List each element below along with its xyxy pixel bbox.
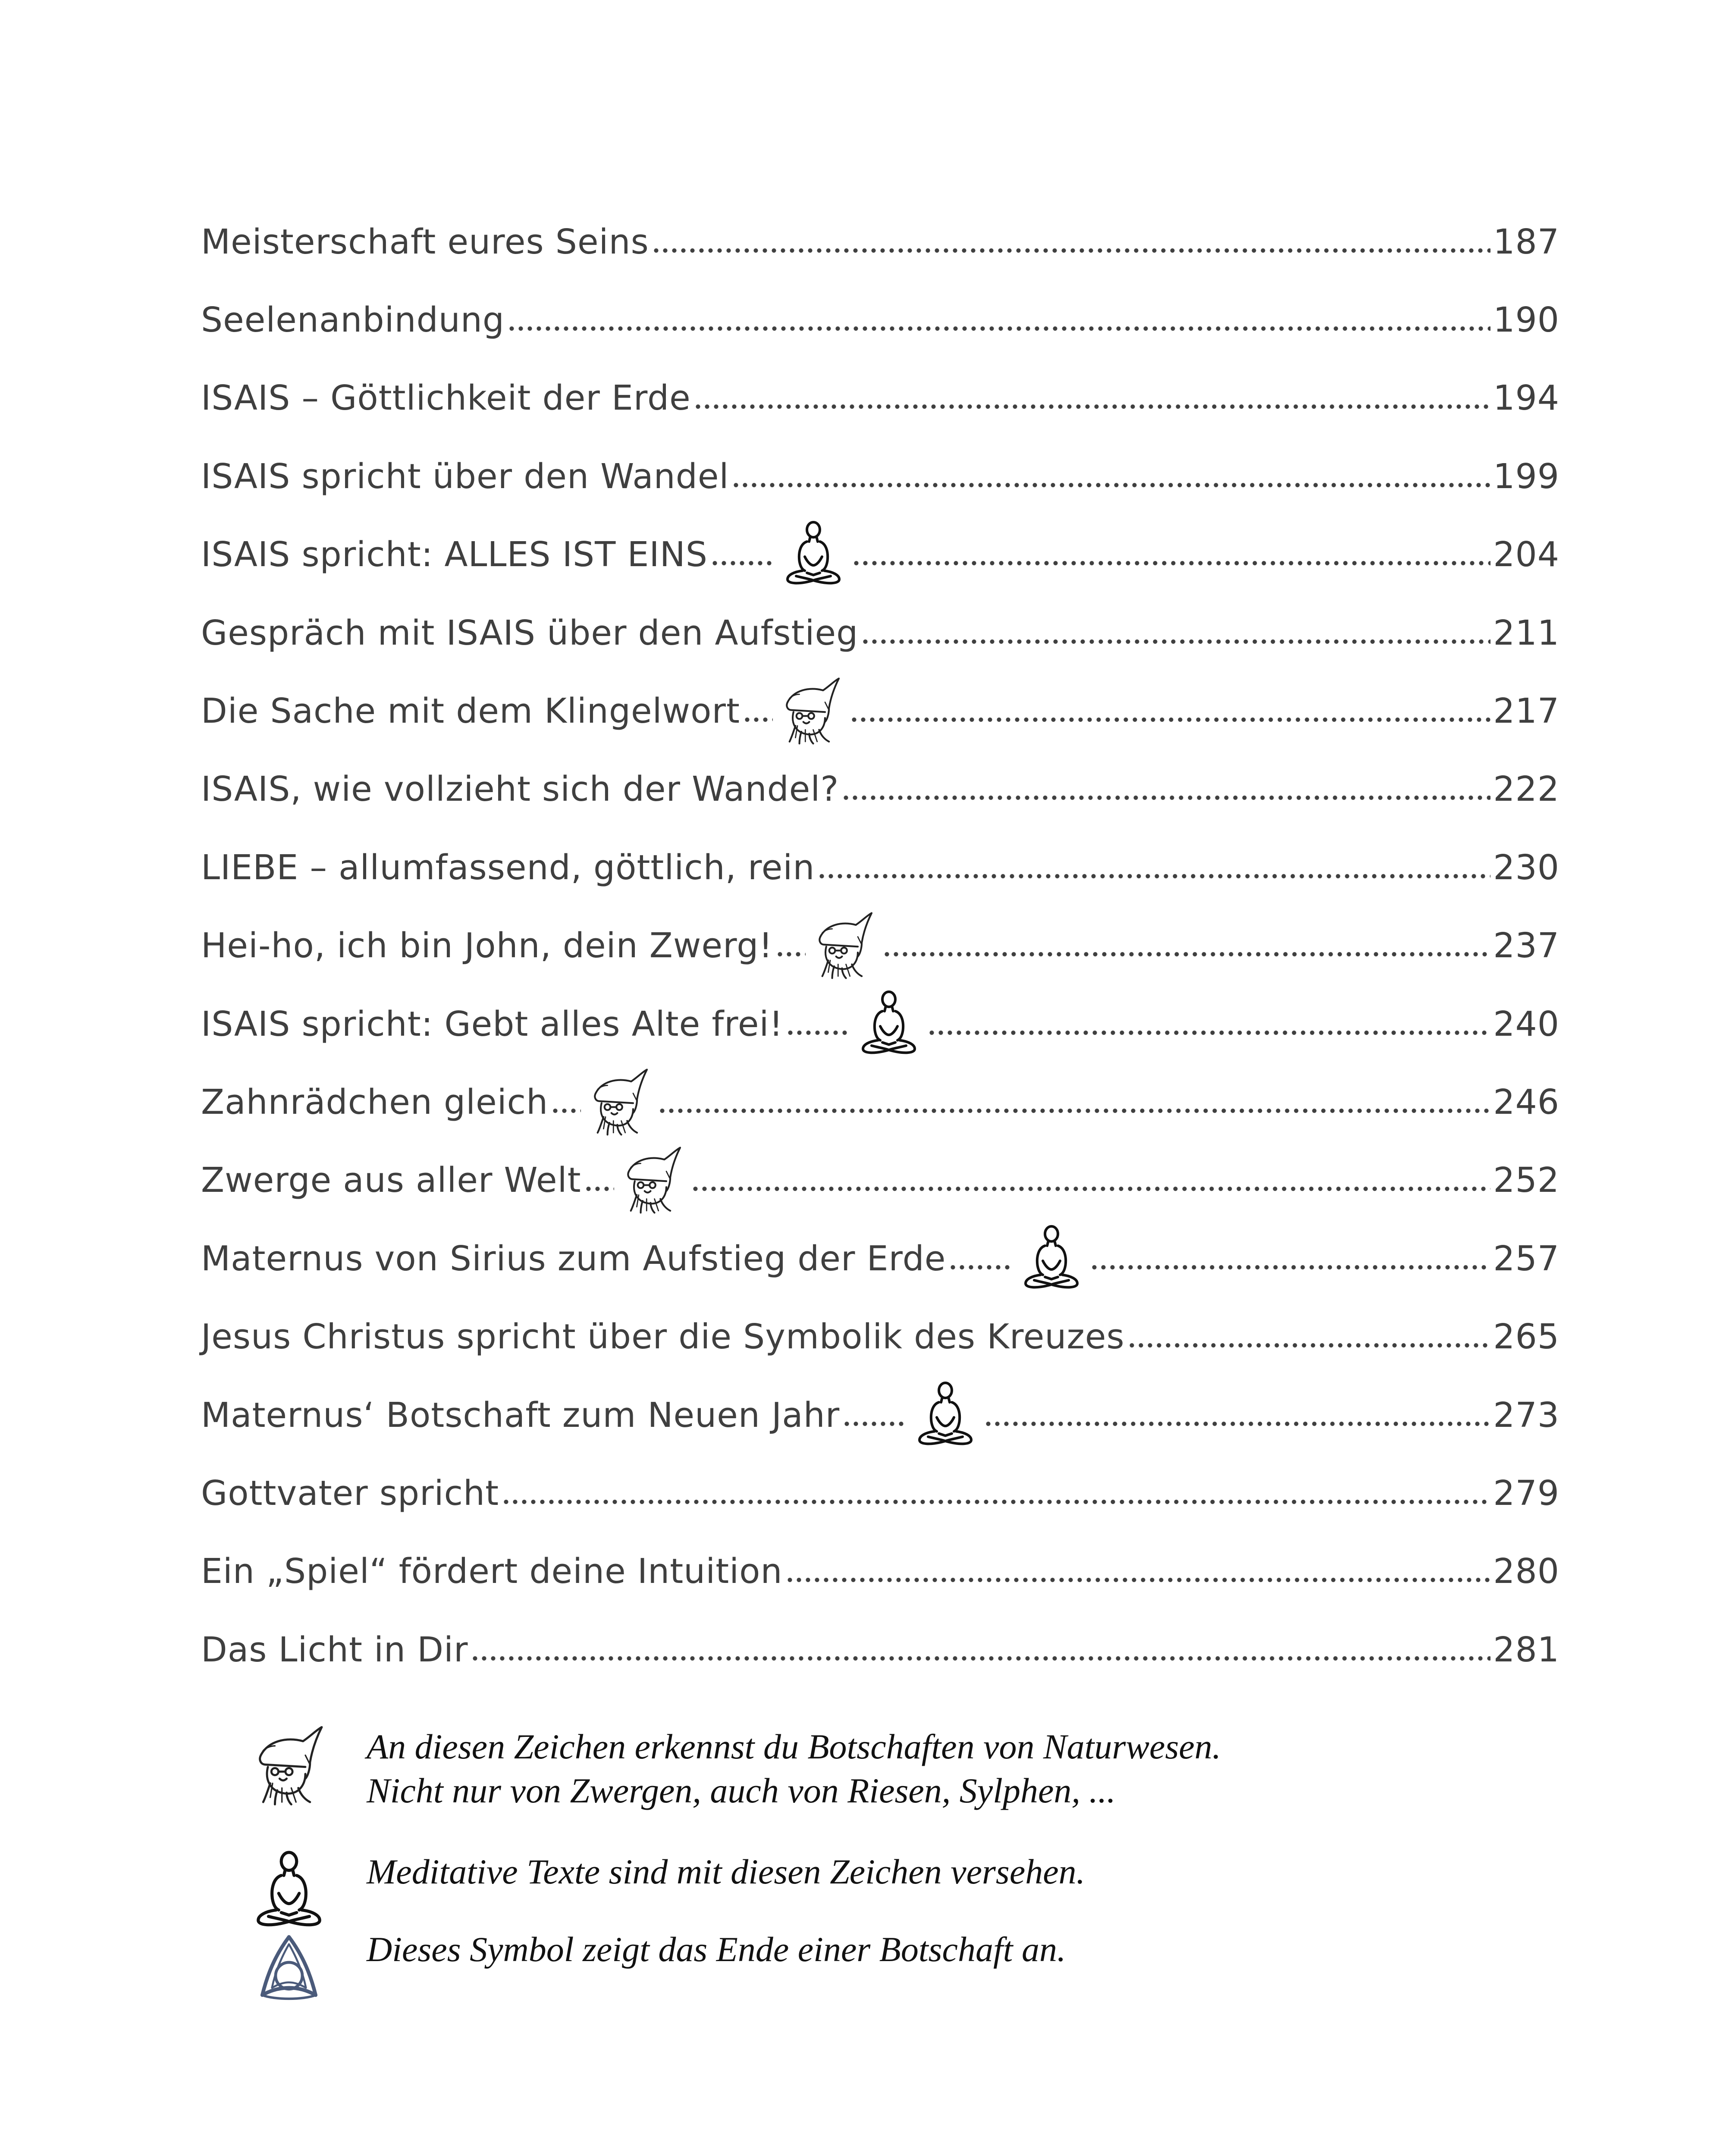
toc-leader-dots	[471, 1655, 1490, 1661]
toc-entry[interactable]	[201, 1141, 1559, 1219]
toc-leader-dots	[785, 1577, 1491, 1583]
toc-entry[interactable]	[201, 672, 1559, 750]
meditation-icon	[913, 1381, 978, 1450]
legend-description	[367, 1927, 1066, 1971]
toc-leader-dots	[1127, 1342, 1491, 1348]
toc-entry-title: Maternus von Sirius zum Aufstieg der Erde	[201, 1238, 946, 1279]
toc-entry-page-number: 237	[1493, 926, 1559, 966]
legend-description-line: Dieses Symbol zeigt das Ende einer Botschaft an.	[367, 1930, 1066, 1969]
toc-entry[interactable]	[201, 516, 1559, 594]
toc-entry-page-number: 211	[1493, 613, 1559, 653]
meditation-icon	[781, 520, 846, 589]
toc-leader-dots	[731, 482, 1490, 488]
toc-entry-title: Das Licht in Dir	[201, 1630, 468, 1670]
toc-entry-title: Seelenanbindung	[201, 300, 505, 340]
legend-description-line: Meditative Texte sind mit diesen Zeichen versehen.	[367, 1852, 1086, 1891]
toc-entry-title: LIEBE – allumfassend, göttlich, rein	[201, 847, 815, 887]
toc-entry-title: ISAIS – Göttlichkeit der Erde	[201, 378, 691, 418]
toc-leader-dots	[817, 873, 1490, 879]
toc-leader-dots	[1090, 1264, 1490, 1270]
toc-entry-page-number: 222	[1493, 769, 1559, 809]
toc-entry[interactable]	[201, 828, 1559, 906]
toc-leader-dots	[691, 1186, 1491, 1192]
toc-entry-title: Hei-ho, ich bin John, dein Zwerg!	[201, 926, 773, 966]
toc-entry-title: Jesus Christus spricht über die Symbolik des Kreuzes	[201, 1317, 1125, 1357]
toc-entry[interactable]	[201, 281, 1559, 359]
legend-description-line: An diesen Zeichen erkennst du Botschaften von Naturwesen.	[367, 1727, 1221, 1766]
dwarf-icon	[620, 1146, 685, 1215]
toc-entry[interactable]	[201, 907, 1559, 985]
toc-entry-page-number: 204	[1493, 535, 1559, 575]
toc-leader-dots	[882, 951, 1490, 957]
toc-entry-page-number: 246	[1493, 1082, 1559, 1122]
toc-entry-title: ISAIS spricht: Gebt alles Alte frei!	[201, 1004, 784, 1044]
toc-entry-title: Gottvater spricht	[201, 1473, 499, 1513]
toc-entry[interactable]	[201, 203, 1559, 281]
toc-entry-page-number: 252	[1493, 1160, 1559, 1200]
toc-entry[interactable]	[201, 359, 1559, 437]
toc-leader-dots	[842, 1421, 907, 1427]
meditation-icon	[1019, 1224, 1084, 1293]
toc-leader-dots	[710, 560, 775, 566]
toc-entry-page-number: 281	[1493, 1630, 1559, 1670]
toc-leader-dots	[743, 717, 773, 723]
toc-leader-dots	[861, 639, 1490, 645]
toc-entry[interactable]	[201, 1297, 1559, 1376]
toc-leader-dots	[852, 560, 1490, 566]
toc-entry-page-number: 217	[1493, 691, 1559, 731]
toc-entry-title: ISAIS, wie vollzieht sich der Wandel?	[201, 769, 839, 809]
toc-leader-dots	[841, 795, 1490, 801]
legend-description-line: Nicht nur von Zwergen, auch von Riesen, Sylphen, ...	[367, 1771, 1116, 1810]
toc-entry[interactable]	[201, 985, 1559, 1063]
toc-entry-title: Gespräch mit ISAIS über den Aufstieg	[201, 613, 859, 653]
dwarf-icon	[250, 1725, 328, 1807]
toc-entry[interactable]	[201, 1376, 1559, 1454]
triquetra-icon	[250, 1927, 328, 2009]
toc-leader-dots	[507, 326, 1490, 332]
toc-leader-dots	[502, 1499, 1490, 1505]
toc-entry[interactable]	[201, 750, 1559, 828]
toc-entry-page-number: 265	[1493, 1317, 1559, 1357]
toc-entry[interactable]	[201, 1063, 1559, 1141]
toc-entry-page-number: 280	[1493, 1551, 1559, 1592]
toc-leader-dots	[775, 951, 806, 957]
toc-entry-title: Die Sache mit dem Klingelwort	[201, 691, 740, 731]
legend-description	[367, 1725, 1221, 1813]
toc-entry[interactable]	[201, 594, 1559, 672]
toc-entry-page-number: 194	[1493, 378, 1559, 418]
toc-leader-dots	[984, 1421, 1490, 1427]
table-of-contents	[201, 203, 1559, 1689]
toc-entry-page-number: 257	[1493, 1238, 1559, 1279]
toc-leader-dots	[652, 248, 1490, 254]
toc-entry-title: ISAIS spricht: ALLES IST EINS	[201, 535, 708, 575]
toc-leader-dots	[850, 717, 1490, 723]
toc-entry-title: Ein „Spiel“ fördert deine Intuition	[201, 1551, 783, 1592]
toc-entry-title: Maternus‘ Botschaft zum Neuen Jahr	[201, 1395, 840, 1435]
toc-leader-dots	[927, 1030, 1490, 1036]
toc-leader-dots	[693, 404, 1491, 410]
toc-leader-dots	[786, 1030, 850, 1036]
toc-entry-page-number: 190	[1493, 300, 1559, 340]
toc-entry-title: Meisterschaft eures Seins	[201, 222, 649, 262]
meditation-icon	[250, 1850, 328, 1932]
legend-description	[367, 1850, 1085, 1894]
meditation-icon	[857, 990, 921, 1059]
toc-leader-dots	[658, 1108, 1490, 1114]
toc-entry[interactable]	[201, 437, 1559, 515]
dwarf-icon	[812, 911, 876, 980]
toc-entry-page-number: 240	[1493, 1004, 1559, 1044]
toc-leader-dots	[584, 1186, 614, 1192]
toc-leader-dots	[948, 1264, 1013, 1270]
toc-entry-title: Zahnrädchen gleich	[201, 1082, 549, 1122]
dwarf-icon	[587, 1068, 652, 1137]
toc-entry-page-number: 273	[1493, 1395, 1559, 1435]
toc-entry-page-number: 199	[1493, 456, 1559, 496]
toc-entry-page-number: 187	[1493, 222, 1559, 262]
toc-entry[interactable]	[201, 1219, 1559, 1297]
toc-entry-page-number: 279	[1493, 1473, 1559, 1513]
toc-entry[interactable]	[201, 1611, 1559, 1689]
toc-entry-page-number: 230	[1493, 847, 1559, 887]
toc-entry-title: Zwerge aus aller Welt	[201, 1160, 581, 1200]
dwarf-icon	[779, 677, 844, 746]
toc-leader-dots	[551, 1108, 581, 1114]
toc-entry[interactable]	[201, 1454, 1559, 1532]
toc-entry[interactable]	[201, 1532, 1559, 1611]
toc-entry-title: ISAIS spricht über den Wandel	[201, 456, 729, 496]
